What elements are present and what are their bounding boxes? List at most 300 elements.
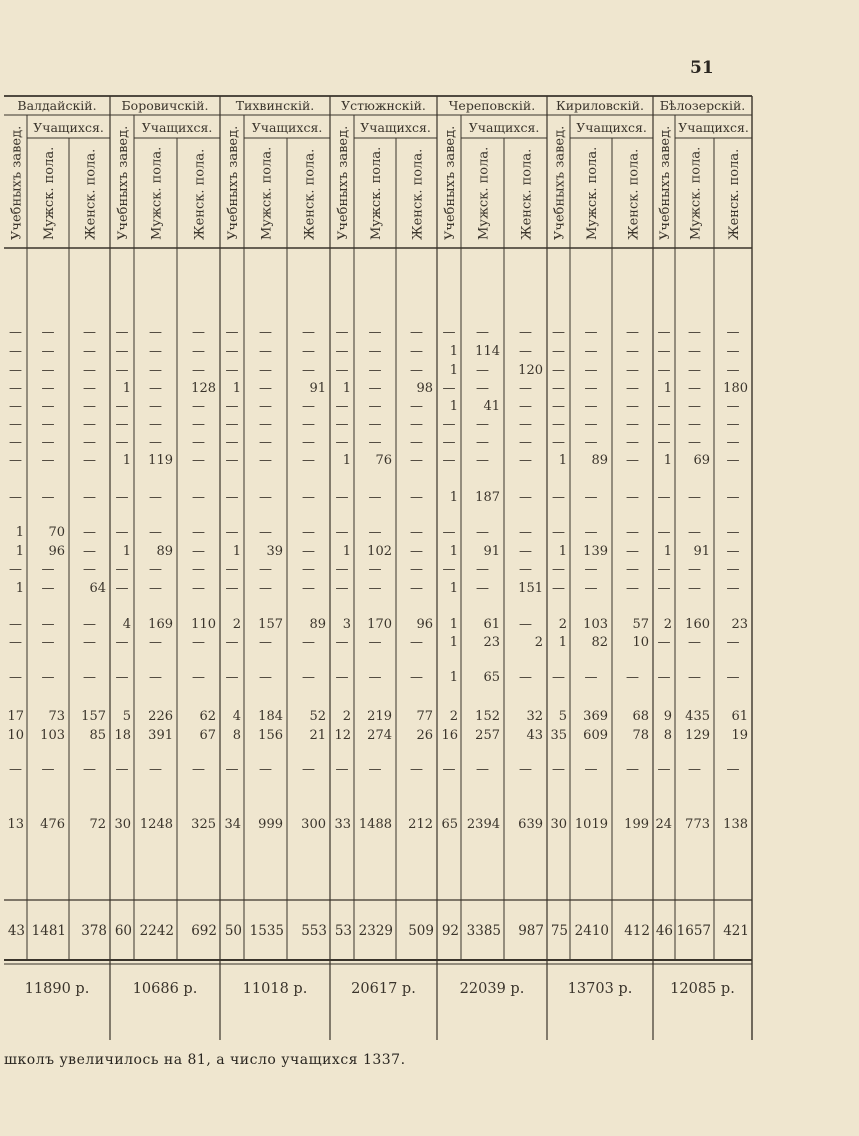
female-header: Женск. пола. [192, 148, 208, 240]
table-cell: — [302, 363, 315, 378]
table-cell: — [9, 435, 22, 450]
table-cell: — [335, 399, 349, 414]
table-cell: 1 [232, 544, 241, 559]
table-cell: 1 [449, 670, 458, 685]
table-cell: — [626, 670, 639, 685]
table-cell: 23 [483, 635, 500, 650]
table-cell: — [335, 562, 349, 577]
total-cell: 1657 [676, 923, 711, 939]
table-cell: 1 [449, 399, 458, 414]
table-cell: 33 [334, 817, 351, 832]
table-cell: — [726, 525, 740, 540]
table-cell: — [552, 525, 565, 540]
district-name: Устюжнскій. [341, 98, 426, 113]
students-header: Учащихся. [468, 120, 540, 135]
table-cell: 8 [232, 728, 241, 743]
table-cell: — [726, 453, 740, 468]
table-cell: — [115, 635, 129, 650]
institutions-header: Учебныхъ завед. [552, 125, 568, 240]
table-cell: — [83, 417, 96, 432]
table-cell: — [225, 417, 239, 432]
institutions-header: Учебныхъ завед. [226, 125, 241, 240]
table-cell: — [302, 399, 315, 414]
table-cell: — [302, 635, 315, 650]
table-cell: — [410, 417, 423, 432]
table-cell: — [552, 670, 565, 685]
table-cell: — [41, 435, 55, 450]
students-header: Учащихся. [33, 120, 104, 135]
table-cell: 1 [342, 544, 351, 559]
table-cell: — [335, 325, 349, 340]
table-cell: 1 [342, 381, 351, 396]
table-cell: 160 [685, 617, 710, 632]
table-cell: 300 [301, 817, 326, 832]
table-cell: 13 [7, 817, 24, 832]
table-cell: 26 [416, 728, 433, 743]
table-cell: — [149, 325, 162, 340]
table-cell: — [302, 562, 315, 577]
table-cell: 73 [48, 709, 65, 724]
table-cell: — [584, 581, 598, 596]
table-cell: — [368, 435, 382, 450]
students-header: Учащихся. [141, 120, 213, 135]
table-cell: — [726, 363, 740, 378]
table-cell: — [688, 417, 701, 432]
table-cell: — [9, 617, 22, 632]
table-cell: — [410, 670, 423, 685]
table-cell: — [225, 453, 239, 468]
district-sum: 11018 р. [242, 981, 308, 997]
table-cell: 4 [232, 709, 241, 724]
table-cell: — [688, 325, 701, 340]
table-cell: 129 [685, 728, 710, 743]
table-cell: 180 [723, 381, 748, 396]
table-cell: — [83, 525, 96, 540]
table-cell: 43 [526, 728, 543, 743]
table-cell: — [657, 670, 671, 685]
total-cell: 3385 [466, 923, 501, 939]
table-cell: — [584, 562, 598, 577]
table-cell: — [149, 762, 162, 777]
total-cell: 2410 [574, 923, 609, 939]
students-header: Учащихся. [576, 120, 647, 135]
table-cell: — [726, 490, 740, 505]
table-cell: — [368, 525, 382, 540]
table-cell: — [442, 525, 456, 540]
table-cell: 12 [334, 728, 351, 743]
table-cell: — [302, 490, 315, 505]
table-cell: — [41, 562, 55, 577]
table-cell: 30 [114, 817, 131, 832]
table-cell: — [83, 453, 96, 468]
table-cell: — [519, 325, 532, 340]
table-cell: 156 [258, 728, 283, 743]
table-cell: — [149, 399, 162, 414]
table-cell: — [149, 562, 162, 577]
table-cell: — [519, 562, 532, 577]
table-cell: — [442, 417, 456, 432]
table-cell: 91 [309, 381, 326, 396]
table-cell: 2 [449, 709, 458, 724]
table-cell: 170 [367, 617, 392, 632]
table-cell: 72 [89, 817, 106, 832]
total-cell: 1481 [31, 923, 66, 939]
table-cell: — [688, 525, 701, 540]
table-cell: — [335, 581, 349, 596]
table-cell: — [657, 490, 671, 505]
table-cell: — [688, 344, 701, 359]
table-cell: 1488 [358, 817, 392, 832]
total-cell: 987 [518, 923, 544, 939]
table-cell: 30 [550, 817, 567, 832]
table-cell: — [657, 325, 671, 340]
table-cell: — [657, 762, 671, 777]
table-cell: — [476, 363, 489, 378]
table-cell: — [149, 525, 162, 540]
table-cell: — [192, 435, 205, 450]
table-cell: — [225, 762, 239, 777]
table-cell: — [192, 670, 205, 685]
table-cell: — [552, 435, 565, 450]
district-sum: 13703 р. [567, 981, 633, 997]
table-cell: — [368, 363, 382, 378]
table-cell: — [192, 762, 205, 777]
table-cell: — [9, 344, 22, 359]
table-cell: 1 [558, 635, 567, 650]
table-cell: — [626, 581, 639, 596]
table-cell: 69 [693, 453, 710, 468]
table-cell: — [259, 325, 272, 340]
table-cell: 391 [148, 728, 173, 743]
female-header: Женск. пола. [626, 148, 642, 240]
table-cell: 1 [15, 525, 24, 540]
district-name: Валдайскій. [17, 98, 97, 113]
table-cell: — [476, 562, 489, 577]
table-cell: — [726, 435, 740, 450]
table-cell: — [41, 325, 55, 340]
table-cell: — [368, 381, 382, 396]
table-cell: 1 [449, 344, 458, 359]
table-cell: 1 [558, 544, 567, 559]
total-cell: 553 [301, 923, 327, 939]
table-cell: — [442, 381, 456, 396]
table-cell: 609 [583, 728, 608, 743]
total-cell: 53 [334, 923, 352, 939]
table-cell: 61 [731, 709, 748, 724]
table-cell: — [192, 581, 205, 596]
table-cell: 89 [156, 544, 173, 559]
table-cell: 2394 [466, 817, 500, 832]
district-name: Боровичскій. [121, 98, 209, 113]
table-cell: — [688, 490, 701, 505]
table-cell: — [688, 635, 701, 650]
table-cell: — [335, 344, 349, 359]
table-cell: — [302, 435, 315, 450]
table-cell: — [302, 453, 315, 468]
table-cell: — [259, 490, 272, 505]
table-cell: 1 [15, 581, 24, 596]
table-cell: 1 [122, 453, 131, 468]
table-cell: 1 [449, 635, 458, 650]
table-cell: — [259, 562, 272, 577]
table-cell: 76 [375, 453, 392, 468]
table-cell: — [726, 562, 740, 577]
table-cell: — [192, 490, 205, 505]
table-cell: — [225, 344, 239, 359]
table-cell: — [626, 435, 639, 450]
table-cell: — [41, 617, 55, 632]
table-cell: 4 [122, 617, 131, 632]
table-cell: — [259, 399, 272, 414]
table-cell: — [83, 381, 96, 396]
table-cell: — [584, 417, 598, 432]
table-cell: — [410, 344, 423, 359]
table-cell: 21 [309, 728, 326, 743]
table-cell: — [149, 344, 162, 359]
table-cell: 62 [199, 709, 216, 724]
table-cell: 139 [583, 544, 608, 559]
table-cell: — [442, 435, 456, 450]
table-cell: — [552, 581, 565, 596]
table-cell: 16 [441, 728, 458, 743]
institutions-header: Учебныхъ завед. [443, 125, 458, 240]
table-cell: — [626, 344, 639, 359]
table-cell: 34 [224, 817, 241, 832]
table-cell: — [335, 670, 349, 685]
table-cell: — [115, 562, 129, 577]
table-cell: — [476, 762, 489, 777]
table-cell: — [115, 435, 129, 450]
table-cell: — [149, 381, 162, 396]
table-cell: — [726, 399, 740, 414]
table-cell: 152 [475, 709, 500, 724]
table-cell: — [9, 325, 22, 340]
students-header: Учащихся. [678, 120, 749, 135]
table-cell: — [584, 381, 598, 396]
table-cell: — [626, 399, 639, 414]
table-cell: — [225, 363, 239, 378]
table-cell: 2 [342, 709, 351, 724]
table-cell: — [626, 490, 639, 505]
table-cell: — [225, 490, 239, 505]
table-cell: — [225, 435, 239, 450]
table-cell: — [225, 670, 239, 685]
table-cell: — [688, 670, 701, 685]
table-cell: — [149, 363, 162, 378]
table-cell: — [584, 490, 598, 505]
table-cell: 67 [199, 728, 216, 743]
table-cell: — [83, 562, 96, 577]
table-cell: — [41, 344, 55, 359]
female-header: Женск. пола. [519, 148, 535, 240]
table-cell: 1 [122, 544, 131, 559]
institutions-header: Учебныхъ завед. [336, 125, 351, 240]
table-cell: — [726, 417, 740, 432]
table-cell: — [192, 417, 205, 432]
table-cell: 999 [258, 817, 283, 832]
table-cell: — [688, 562, 701, 577]
male-header: Мужск. пола. [42, 146, 57, 240]
table-cell: 157 [81, 709, 106, 724]
table-cell: — [83, 635, 96, 650]
table-cell: — [192, 399, 205, 414]
table-cell: 2 [232, 617, 241, 632]
table-cell: 39 [266, 544, 283, 559]
table-cell: — [552, 562, 565, 577]
table-cell: — [442, 325, 456, 340]
table-cell: 3 [342, 617, 351, 632]
table-cell: — [9, 381, 22, 396]
table-cell: — [41, 490, 55, 505]
table-cell: — [192, 544, 205, 559]
students-header: Учащихся. [360, 120, 431, 135]
table-cell: 10 [632, 635, 649, 650]
table-cell: 17 [7, 709, 24, 724]
table-cell: — [552, 325, 565, 340]
table-cell: — [368, 670, 382, 685]
table-cell: 77 [416, 709, 433, 724]
table-cell: — [688, 363, 701, 378]
table-cell: — [41, 453, 55, 468]
table-cell: — [584, 325, 598, 340]
table-cell: — [115, 325, 129, 340]
table-cell: — [41, 417, 55, 432]
table-cell: — [657, 581, 671, 596]
table-cell: 103 [583, 617, 608, 632]
table-cell: 70 [48, 525, 65, 540]
table-cell: — [519, 417, 532, 432]
table-cell: 68 [632, 709, 649, 724]
table-cell: 1 [663, 544, 672, 559]
total-cell: 43 [7, 923, 25, 939]
table-cell: — [41, 399, 55, 414]
total-cell: 50 [224, 923, 242, 939]
table-cell: 138 [723, 817, 748, 832]
table-cell: — [335, 490, 349, 505]
table-cell: 32 [526, 709, 543, 724]
table-cell: 1 [15, 544, 24, 559]
table-cell: 151 [518, 581, 543, 596]
table-cell: — [626, 525, 639, 540]
table-cell: — [41, 363, 55, 378]
table-cell: — [410, 490, 423, 505]
table-cell: 98 [416, 381, 433, 396]
table-cell: 114 [475, 344, 500, 359]
table-cell: — [192, 562, 205, 577]
district-sum: 22039 р. [459, 981, 525, 997]
table-cell: — [519, 670, 532, 685]
table-cell: — [41, 381, 55, 396]
students-header: Учащихся. [251, 120, 323, 135]
district-name: Тихвинскій. [235, 98, 315, 113]
table-cell: — [115, 762, 129, 777]
table-cell: 65 [483, 670, 500, 685]
table-cell: 2 [558, 617, 567, 632]
table-cell: — [519, 435, 532, 450]
table-cell: 199 [624, 817, 649, 832]
table-cell: — [368, 344, 382, 359]
table-cell: — [626, 363, 639, 378]
table-cell: — [552, 490, 565, 505]
table-cell: — [302, 325, 315, 340]
table-cell: 5 [122, 709, 131, 724]
district-sum: 11890 р. [24, 981, 90, 997]
table-cell: — [552, 417, 565, 432]
table-cell: — [9, 635, 22, 650]
total-cell: 92 [441, 923, 459, 939]
table-cell: — [626, 762, 639, 777]
table-cell: — [368, 635, 382, 650]
total-cell: 421 [723, 923, 749, 939]
table-cell: 1 [663, 381, 672, 396]
table-cell: — [410, 399, 423, 414]
district-name: Кириловскій. [556, 98, 644, 113]
table-cell: — [83, 490, 96, 505]
table-cell: 23 [731, 617, 748, 632]
table-cell: — [519, 762, 532, 777]
table-cell: 5 [558, 709, 567, 724]
table-cell: — [552, 344, 565, 359]
table-cell: 369 [583, 709, 608, 724]
table-cell: — [115, 525, 129, 540]
table-cell: — [476, 417, 489, 432]
total-cell: 75 [550, 923, 568, 939]
table-cell: — [519, 490, 532, 505]
table-cell: — [726, 325, 740, 340]
table-cell: — [688, 581, 701, 596]
table-cell: — [259, 635, 272, 650]
institutions-header: Учебныхъ завед. [116, 125, 131, 240]
table-cell: 96 [416, 617, 433, 632]
table-cell: — [9, 670, 22, 685]
table-cell: — [149, 435, 162, 450]
table-cell: — [552, 399, 565, 414]
table-cell: — [368, 562, 382, 577]
table-cell: — [149, 581, 162, 596]
table-cell: — [410, 363, 423, 378]
table-cell: — [519, 344, 532, 359]
table-cell: — [115, 581, 129, 596]
table-cell: — [192, 325, 205, 340]
table-cell: — [335, 635, 349, 650]
table-cell: — [9, 490, 22, 505]
table-cell: 10 [7, 728, 24, 743]
table-cell: 78 [632, 728, 649, 743]
table-cell: — [584, 344, 598, 359]
table-cell: — [476, 581, 489, 596]
table-cell: — [259, 670, 272, 685]
table-cell: 169 [148, 617, 173, 632]
table-cell: — [225, 635, 239, 650]
total-cell: 2242 [139, 923, 174, 939]
table-cell: — [688, 381, 701, 396]
table-cell: — [657, 344, 671, 359]
total-cell: 412 [624, 923, 650, 939]
table-cell: — [192, 363, 205, 378]
table-cell: 476 [40, 817, 65, 832]
table-cell: 119 [148, 453, 173, 468]
table-cell: 9 [663, 709, 672, 724]
table-cell: — [335, 435, 349, 450]
table-cell: 89 [591, 453, 608, 468]
table-cell: — [302, 544, 315, 559]
table-cell: — [9, 762, 22, 777]
table-cell: — [192, 525, 205, 540]
table-cell: — [83, 617, 96, 632]
table-cell: — [410, 325, 423, 340]
table-cell: — [83, 435, 96, 450]
table-cell: — [552, 381, 565, 396]
